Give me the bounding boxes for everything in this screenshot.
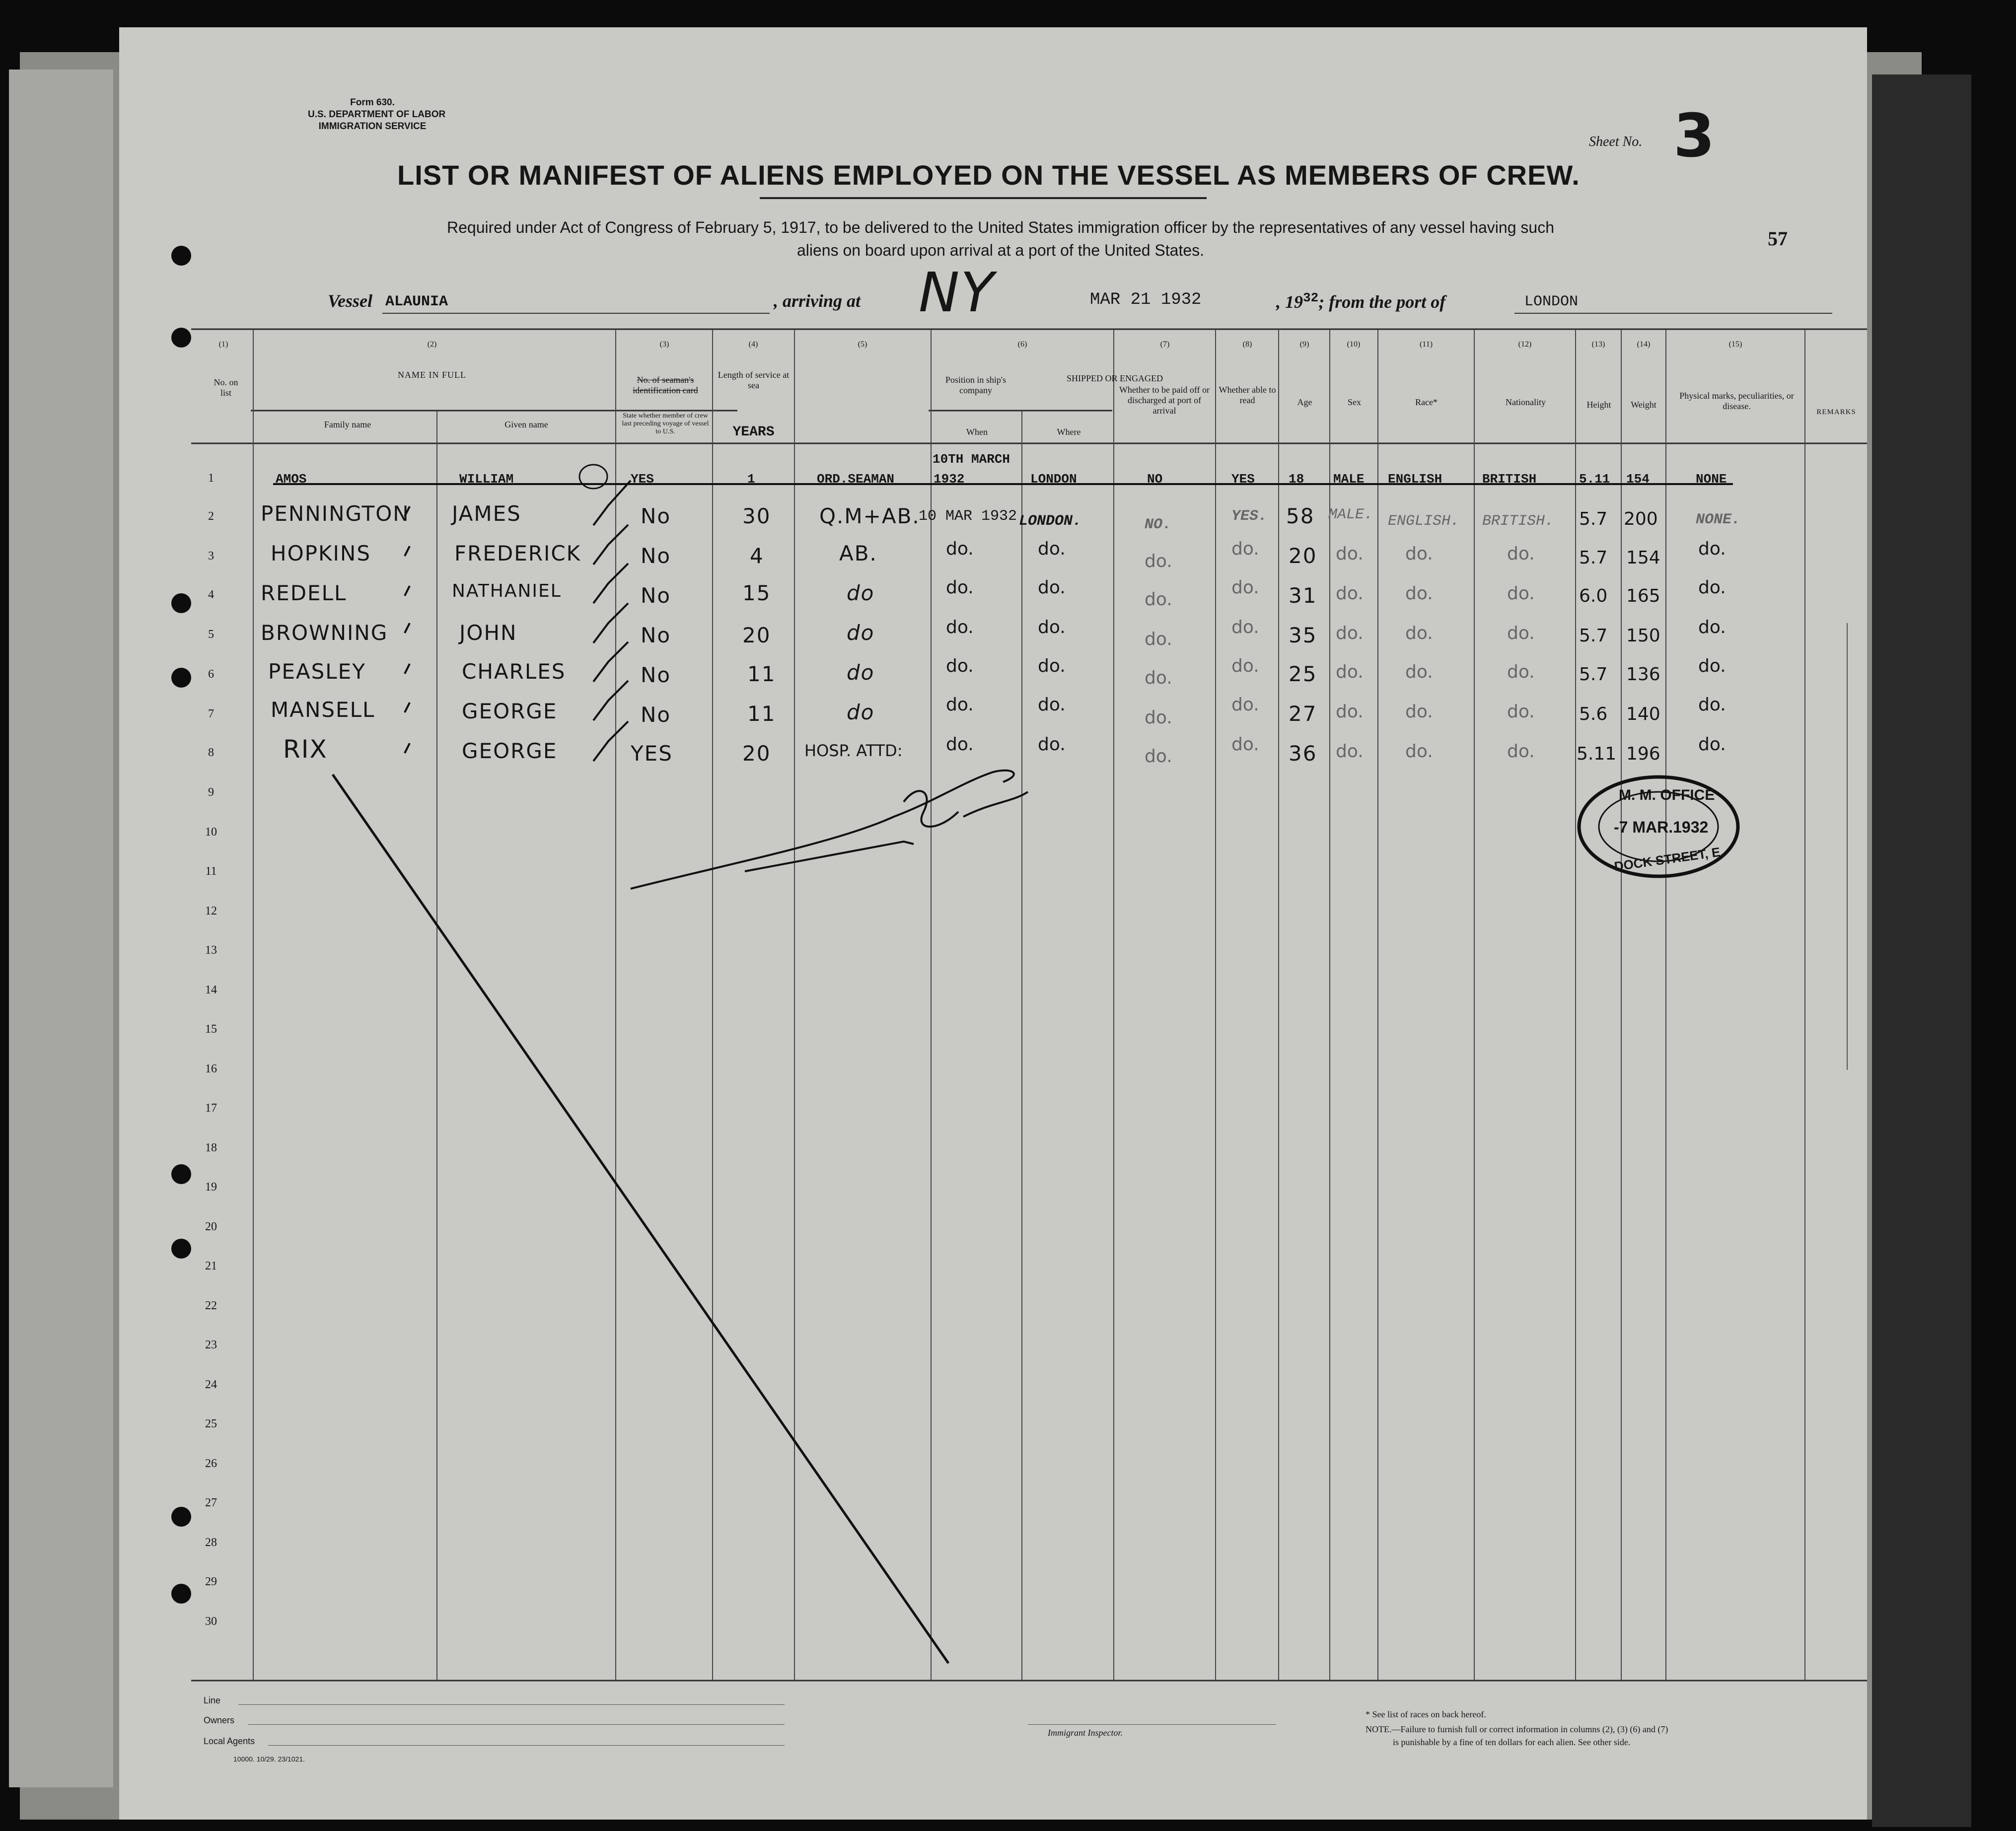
row-number: 8 [208,746,214,759]
given-name: WILLIAM [459,472,514,487]
from-port: LONDON [1524,293,1579,310]
previous-voyage: No [641,703,671,727]
row-number: 6 [208,668,214,681]
subheader-when: When [966,427,988,437]
ship-position: ORD.SEAMAN [817,472,895,487]
able-to-read: YES [1231,472,1255,487]
nationality: BRITISH [1482,472,1537,487]
paid-off: do. [1145,589,1172,610]
sex: do. [1336,702,1364,722]
physical-marks: do. [1698,539,1726,559]
previous-voyage: No [641,623,671,647]
height: 5.11 [1579,472,1610,487]
page-title: LIST OR MANIFEST OF ALIENS EMPLOYED ON THE VESSEL AS MEMBERS OF CREW. [397,159,1580,191]
family-name: RIX [283,735,328,764]
height: 5.7 [1579,626,1608,646]
subtitle-line-1: Required under Act of Congress of February 5, 1917, to be delivered to the United States immigration officer by the representatives of any vessel having such [447,218,1554,236]
previous-voyage: No [641,583,671,608]
age: 36 [1289,741,1317,766]
col-num-6: (6) [1017,340,1027,349]
engaged-where: LONDON [1030,472,1077,487]
nationality: do. [1507,741,1535,762]
subheader-voyage-note: State whether member of crew last preceding voyage of vessel to U.S. [622,412,709,435]
age: 27 [1289,702,1317,726]
engaged-when: do. [946,695,974,715]
vessel-name: ALAUNIA [385,293,448,310]
arriving-label: , arriving at [774,291,861,311]
age: 25 [1289,662,1317,686]
engaged-when: do. [946,617,974,637]
row-number: 10 [205,825,217,839]
row-number: 1 [208,472,214,485]
previous-voyage: No [641,663,671,687]
previous-voyage: No [641,504,671,528]
row-number: 18 [205,1141,217,1154]
col-num-13: (13) [1591,340,1605,349]
col-num-4: (4) [748,340,758,349]
table-grid [119,27,1867,1820]
previous-voyage: No [641,544,671,568]
sex: do. [1336,544,1364,564]
col-num-9: (9) [1299,340,1309,349]
height: 6.0 [1579,586,1608,606]
ship-position: HOSP. ATTD: [804,741,903,760]
col-num-15: (15) [1728,340,1742,349]
col-header-shipped: SHIPPED OR ENGAGED [1066,373,1163,383]
service: IMMIGRATION SERVICE [318,121,427,132]
height: 5.11 [1577,744,1617,764]
given-name: GEORGE [462,739,558,763]
year-suffix: 32 [1303,290,1319,305]
nationality: do. [1507,623,1535,643]
row-number: 15 [205,1023,217,1036]
able-to-read: do. [1231,695,1259,715]
engaged-where: do. [1038,617,1066,637]
weight: 140 [1626,704,1660,724]
sex: do. [1336,662,1364,682]
col-header-height: Height [1586,400,1611,410]
row-number: 20 [205,1220,217,1233]
col-header-race: Race* [1415,397,1438,407]
binding-edge [9,70,113,1787]
nationality: do. [1507,583,1535,604]
row-number: 9 [208,786,214,799]
engaged-where: do. [1038,695,1066,715]
previous-voyage: YES [631,741,673,766]
footer-line-label: Line [204,1695,221,1705]
sex: do. [1336,741,1364,762]
stamp-bottom: DOCK STREET, E. [1613,844,1725,874]
row-1-when-top: 10TH MARCH [933,452,1010,467]
inspector-rule [1028,1724,1276,1725]
given-name: GEORGE [462,699,558,723]
race: do. [1405,623,1433,643]
footer-agents-label: Local Agents [204,1736,255,1746]
arrival-date: MAR 21 1932 [1090,290,1202,309]
previous-voyage: YES [631,472,654,487]
weight: 154 [1626,472,1650,487]
able-to-read: YES. [1231,508,1268,525]
stamp-top: M. M. OFFICE [1619,787,1715,803]
engaged-when: 1932 [934,472,965,487]
arriving-port: NY [919,261,995,324]
sex: MALE. [1328,506,1373,523]
row-number: 3 [208,550,214,563]
paid-off: do. [1145,551,1172,571]
service-years: 15 [742,581,771,605]
service-years: 4 [750,544,764,568]
height: 5.6 [1579,704,1608,724]
weight: 154 [1626,548,1660,568]
nationality: do. [1507,544,1535,564]
given-name: NATHANIEL [452,581,562,601]
row-number: 17 [205,1102,217,1115]
col-num-12: (12) [1518,340,1532,349]
physical-marks: do. [1698,734,1726,755]
col-num-14: (14) [1637,340,1651,349]
row-number: 30 [205,1615,217,1628]
sheet-number: 3 [1673,102,1716,171]
able-to-read: do. [1231,734,1259,755]
col-header-position: Position in ship's company [945,375,1007,395]
col-header-nationality: Nationality [1506,397,1546,407]
family-name: PENNINGTON [261,501,410,526]
height: 5.7 [1579,664,1608,685]
weight: 200 [1624,509,1658,529]
given-name: CHARLES [462,659,566,684]
weight: 136 [1626,664,1660,685]
footer-line-rule [238,1704,785,1705]
col-num-1: (1) [218,340,228,349]
sex: MALE [1333,472,1365,487]
engaged-where: do. [1038,577,1066,598]
row-number: 21 [205,1260,217,1272]
row-number: 13 [205,944,217,957]
race: do. [1405,741,1433,762]
ship-position: do [847,700,875,724]
race: do. [1405,702,1433,722]
manifest-sheet [119,27,1867,1820]
engaged-where: do. [1038,539,1066,559]
ship-position: Q.M+AB. [819,504,920,528]
col-num-8: (8) [1242,340,1252,349]
col-header-age: Age [1297,397,1312,407]
able-to-read: do. [1231,656,1259,676]
col-header-remarks: REMARKS [1816,408,1856,416]
sex: do. [1336,623,1364,643]
nationality: BRITISH. [1482,513,1554,530]
col-header-read: Whether able to read [1219,385,1276,405]
physical-marks: do. [1698,695,1726,715]
given-name: JAMES [452,501,521,526]
subheader-years: YEARS [732,424,775,440]
engaged-when: do. [946,656,974,676]
engaged-when: do. [946,539,974,559]
row-number: 24 [205,1378,217,1391]
weight: 165 [1626,586,1660,606]
height: 5.7 [1579,509,1608,529]
ship-position: AB. [839,541,877,565]
col-header-marks: Physical marks, peculiarities, or disease. [1679,391,1794,411]
year-prefix: , 19 [1276,292,1303,312]
col-num-2: (2) [427,340,437,349]
family-name: HOPKINS [271,541,371,565]
row-number: 28 [205,1536,217,1549]
penalty-note-2: is punishable by a fine of ten dollars for each alien. See other side. [1393,1737,1631,1747]
row-number: 23 [205,1338,217,1351]
footer-owners-label: Owners [204,1715,235,1725]
footer-owners-rule [248,1724,785,1725]
col-header-service: Length of service at sea [718,370,790,390]
age: 35 [1289,623,1317,647]
nationality: do. [1507,662,1535,682]
subheader-where: Where [1057,427,1081,437]
service-years: 30 [742,504,771,528]
row-number: 26 [205,1457,217,1470]
row-number: 14 [205,983,217,996]
paid-off: do. [1145,746,1172,767]
row-number: 16 [205,1062,217,1075]
department: U.S. DEPARTMENT OF LABOR [308,109,446,120]
race: ENGLISH [1388,472,1442,487]
able-to-read: do. [1231,577,1259,598]
row-number: 5 [208,628,214,641]
col-num-11: (11) [1419,340,1433,349]
age: 58 [1286,504,1315,528]
engaged-when: do. [946,734,974,755]
penalty-note-1: NOTE.—Failure to furnish full or correct information in columns (2), (3) (6) and (7) [1366,1724,1668,1734]
row-number: 22 [205,1299,217,1312]
sex: do. [1336,583,1364,604]
footer-agents-rule [268,1745,785,1746]
physical-marks: do. [1698,617,1726,637]
from-label: ; from the port of [1318,292,1446,312]
family-name: MANSELL [271,698,375,722]
row-number: 4 [208,588,214,601]
given-name: JOHN [459,621,517,645]
col-num-5: (5) [858,340,867,349]
service-years: 11 [747,702,776,726]
family-name: PEASLEY [268,659,366,684]
row-number: 29 [205,1575,217,1588]
col-header-paid: Whether to be paid off or discharged at port of arrival [1119,385,1210,416]
family-name: AMOS [276,472,307,487]
col-num-7: (7) [1160,340,1170,349]
row-number: 27 [205,1496,217,1509]
subtitle-line-2: aliens on board upon arrival at a port of the United States. [796,241,1205,259]
paid-off: NO [1147,472,1163,487]
col-header-name: NAME IN FULL [398,370,466,380]
paid-off: do. [1145,668,1172,688]
physical-marks: do. [1698,656,1726,676]
engaged-where: do. [1038,656,1066,676]
physical-marks: NONE [1696,472,1727,487]
paid-off: do. [1145,707,1172,728]
paid-off: NO. [1145,516,1172,533]
stamp-date: -7 MAR.1932 [1614,818,1709,836]
subheader-family: Family name [324,420,371,429]
nationality: do. [1507,702,1535,722]
footer-print-code: 10000. 10/29. 23/1021. [233,1755,305,1763]
service-years: 11 [747,662,776,686]
service-years: 20 [742,623,771,647]
physical-marks: NONE. [1696,511,1741,528]
page-edge-shadow [1872,74,1971,1827]
row-number: 12 [205,904,217,917]
engaged-where: LONDON. [1019,513,1082,530]
height: 5.7 [1579,548,1608,568]
service-years: 1 [747,472,755,487]
engaged-when: do. [946,577,974,598]
row-number: 11 [205,865,217,878]
row-number: 25 [205,1417,217,1430]
immigrant-inspector-label: Immigrant Inspector. [1048,1728,1123,1738]
ship-position: do [847,660,875,685]
ship-position: do [847,621,875,645]
row-number: 2 [208,510,214,523]
col-header-card: No. of seaman's identification card [633,375,698,395]
row-number: 19 [205,1181,217,1194]
col-header-weight: Weight [1631,400,1656,410]
sheet-label: Sheet No. [1589,134,1643,149]
row-number: 7 [208,707,214,720]
able-to-read: do. [1231,539,1259,559]
given-name: FREDERICK [454,541,581,565]
ship-position: do [847,581,875,605]
service-years: 20 [742,741,771,766]
page-number: 57 [1768,227,1788,250]
family-name: REDELL [261,581,347,605]
age: 18 [1289,472,1304,487]
vessel-label: Vessel [328,291,372,311]
form-number: Form 630. [350,97,395,108]
weight: 196 [1626,744,1660,764]
race: do. [1405,662,1433,682]
col-header-sex: Sex [1348,397,1361,407]
race: ENGLISH. [1388,513,1460,530]
races-note: * See list of races on back hereof. [1366,1709,1486,1719]
col-num-3: (3) [659,340,669,349]
family-name: BROWNING [261,621,388,645]
subheader-given: Given name [504,420,548,429]
race: do. [1405,544,1433,564]
weight: 150 [1626,626,1660,646]
col-num-10: (10) [1347,340,1361,349]
col-header-no: No. on list [214,377,238,398]
paid-off: do. [1145,629,1172,649]
race: do. [1405,583,1433,604]
able-to-read: do. [1231,617,1259,637]
age: 20 [1289,544,1317,568]
engaged-where: do. [1038,734,1066,755]
physical-marks: do. [1698,577,1726,598]
age: 31 [1289,583,1317,608]
engaged-when: 10 MAR 1932 [919,508,1017,525]
